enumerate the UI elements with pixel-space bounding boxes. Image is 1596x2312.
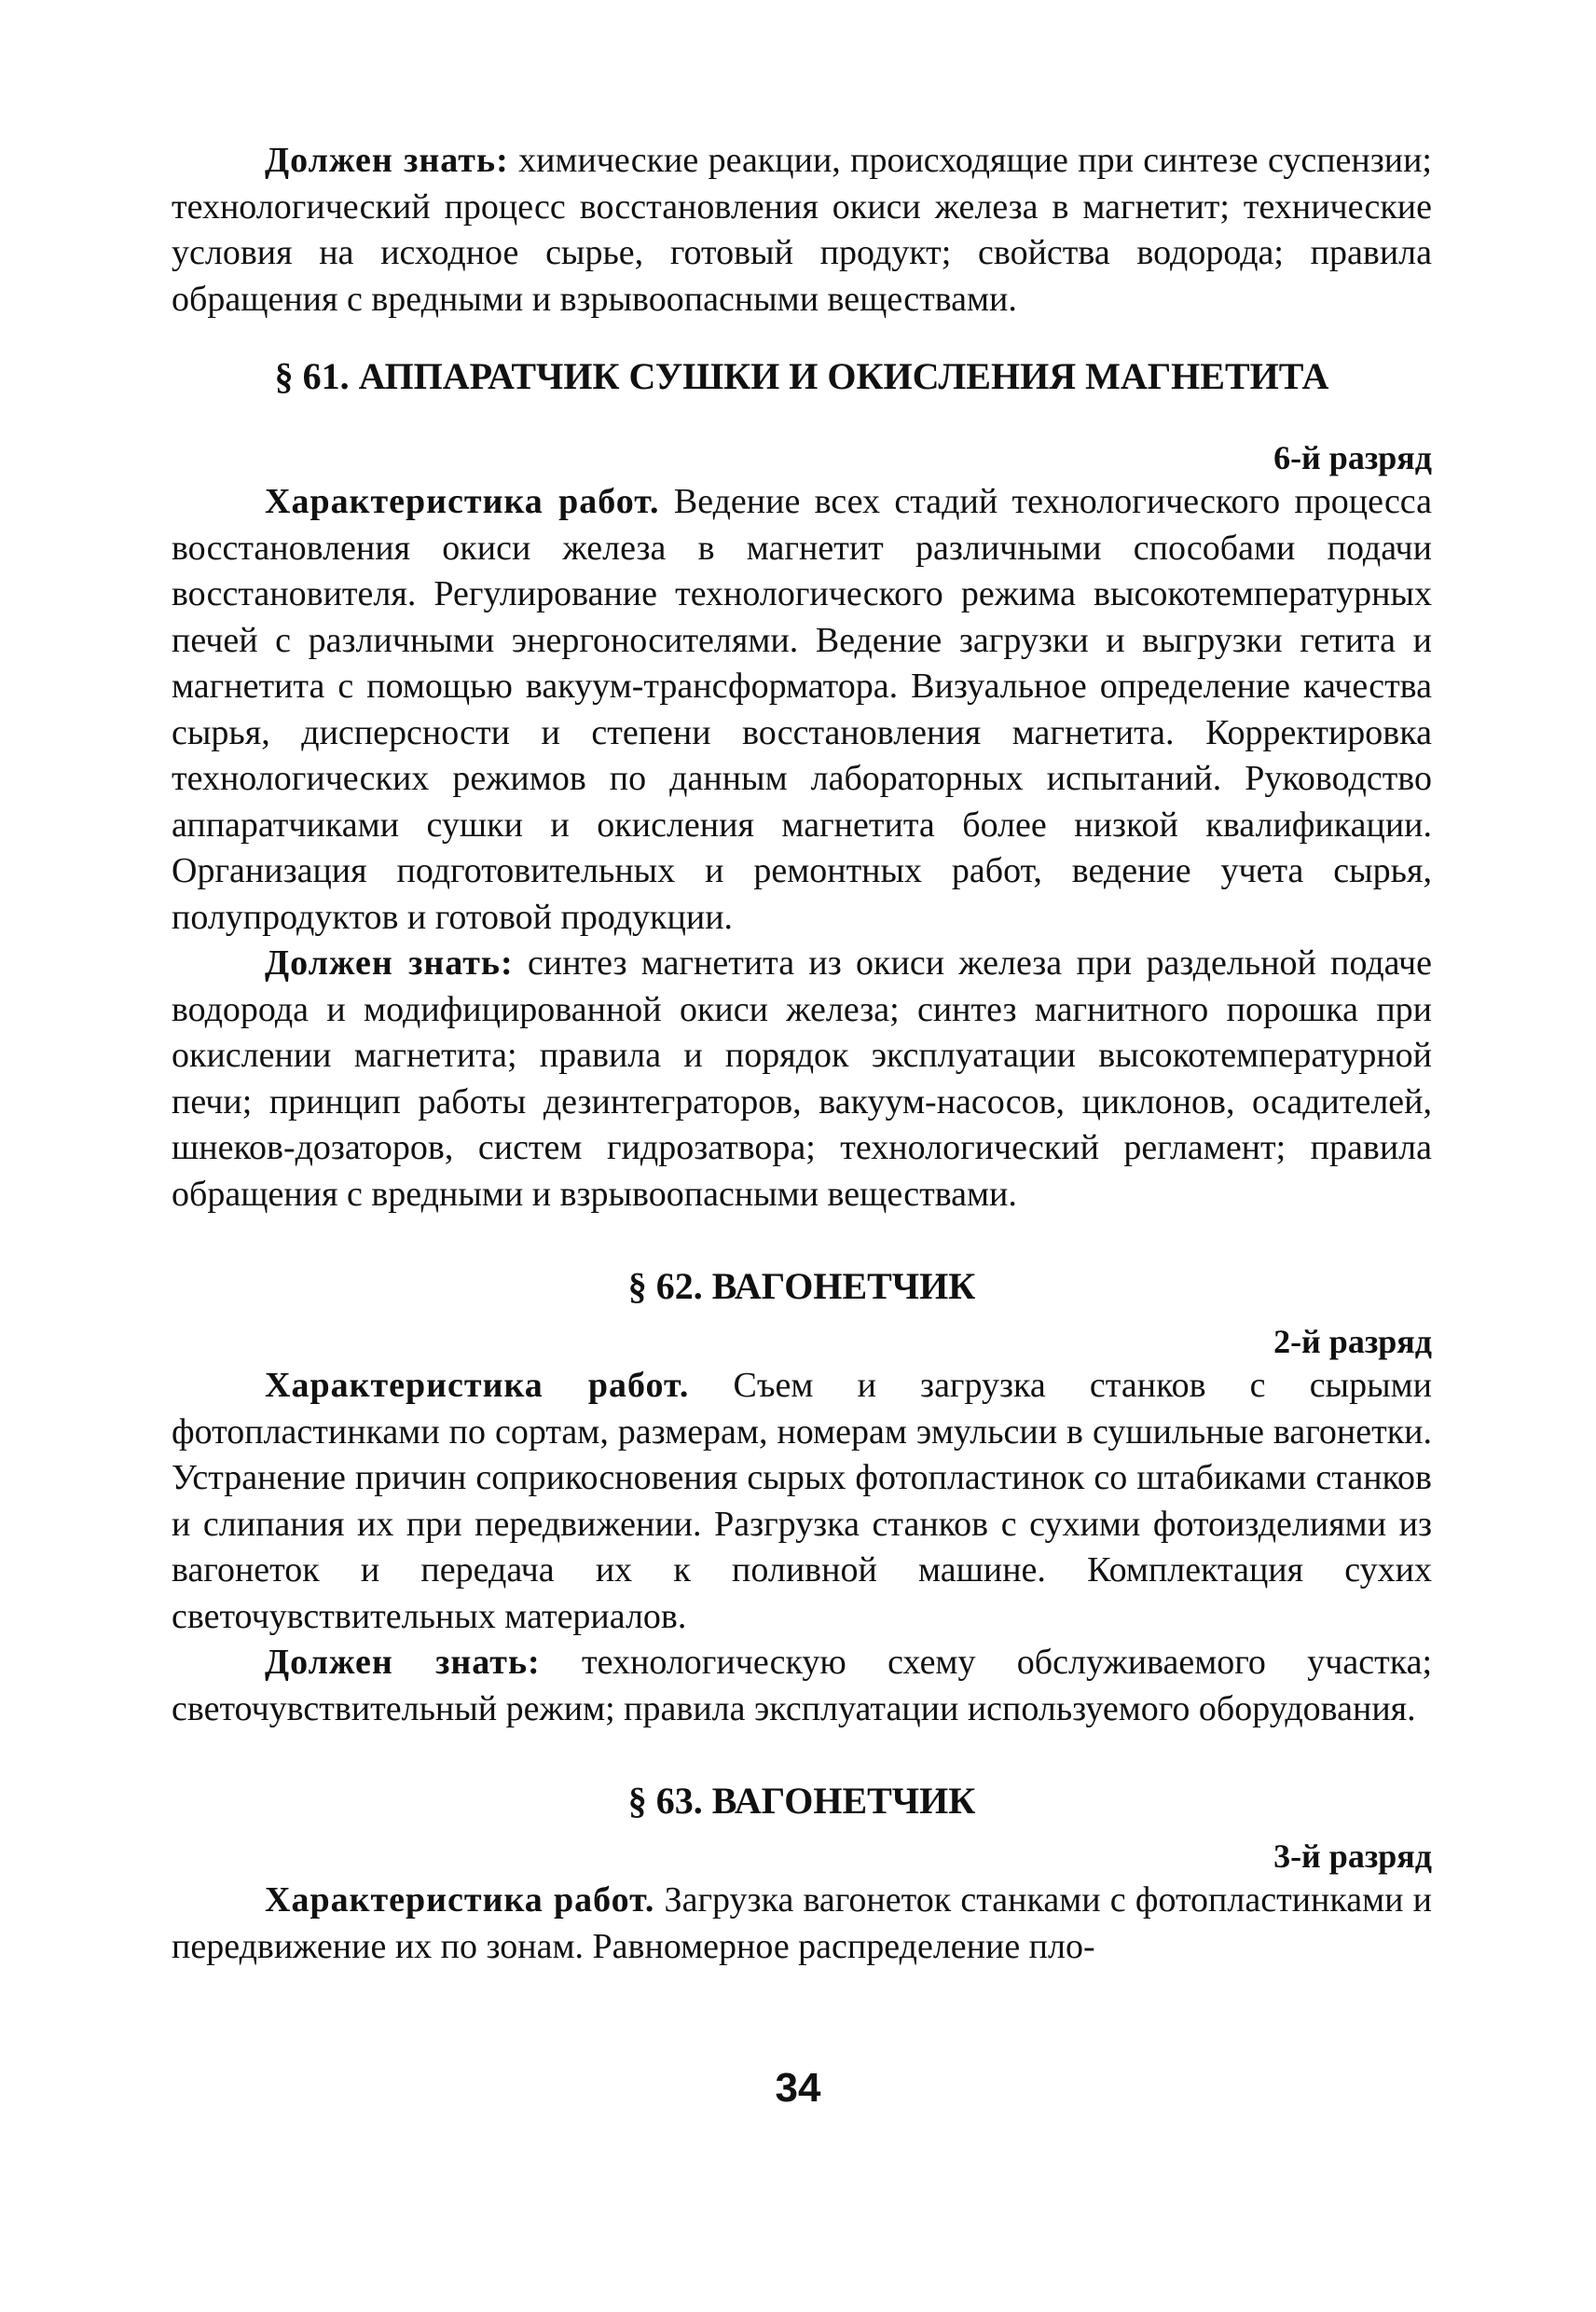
page-number: 34 — [775, 2065, 821, 2111]
page-content — [172, 138, 1432, 1970]
top-paragraph — [172, 138, 1432, 323]
section-61-must-know — [172, 941, 1432, 1218]
section-61-characteristics — [172, 479, 1432, 941]
section-63-characteristics — [172, 1878, 1432, 1970]
must-know-text: технологическую схему обслуживаемого участка; светочувствительный режим; правила эксплуатации используемого оборудования. — [172, 1643, 1433, 1728]
section-61-rank: 6-й разряд — [1273, 439, 1432, 476]
section-63-title: § 63. ВАГОНЕТЧИК — [627, 1780, 976, 1822]
characteristics-label: Характеристика работ. — [265, 482, 660, 521]
characteristics-label: Характеристика работ. — [265, 1366, 690, 1405]
must-know-label: Должен знать: — [265, 943, 514, 983]
characteristics-label: Характеристика работ. — [265, 1880, 655, 1920]
must-know-text: химические реакции, происходящие при синтезе суспензии; технологический процесс восстановления окиси железа в магнетит; технические условия на исходное сырье, готовый продукт; свойства водорода; правила обращения с вредными и взрывоопасными веществами. — [172, 141, 1432, 319]
section-62-title: § 62. ВАГОНЕТЧИК — [627, 1265, 976, 1307]
section-61-title: § 61. АППАРАТЧИК СУШКИ И ОКИСЛЕНИЯ МАГНЕТИТА — [274, 355, 1329, 397]
must-know-label: Должен знать: — [265, 141, 509, 180]
characteristics-text: Загрузка вагонеток станками с фотопластинками и передвижение их по зонам. Равномерное распределение пло- — [172, 1880, 1432, 1966]
characteristics-text: Съем и загрузка станков с сырыми фотопластинками по сортам, размерам, номерам эмульсии в сушильные вагонетки. Устранение причин соприкосновения сырых фотопластинок со штабиками станков и слипания их при передвижении. Разгрузка станков с сухими фотоизделиями из вагонеток и передача их к поливной машине. Комплектация сухих светочувствительных материалов. — [172, 1366, 1433, 1636]
section-62-rank: 2-й разряд — [1273, 1323, 1432, 1360]
must-know-text: синтез магнетита из окиси железа при раздельной подаче водорода и модифицированной окиси железа; синтез магнитного порошка при окислении магнетита; правила и порядок эксплуатации высокотемпературной печи; принцип работы дезинтеграторов, вакуум-насосов, циклонов, осадителей, шнеков-дозаторов, систем гидрозатвора; технологический регламент; правила обращения с вредными и взрывоопасными веществами. — [172, 943, 1432, 1214]
section-62-must-know — [172, 1640, 1432, 1732]
characteristics-text: Ведение всех стадий технологического процесса восстановления окиси железа в магнетит различными способами подачи восстановителя. Регулирование технологического режима высокотемпературных печей с различными энергоносителями. Ведение загрузки и выгрузки гетита и магнетита с помощью вакуум-трансформатора. Визуальное определение качества сырья, дисперсности и степени восстановления магнетита. Корректировка технологических режимов по данным лабораторных испытаний. Руководство аппаратчиками сушки и окисления магнетита более низкой квалификации. Организация подготовительных и ремонтных работ, ведение учета сырья, полупродуктов и готовой продукции. — [172, 482, 1433, 937]
must-know-label: Должен знать: — [265, 1643, 541, 1682]
section-63-rank: 3-й разряд — [1273, 1837, 1432, 1875]
section-62-characteristics — [172, 1363, 1432, 1640]
